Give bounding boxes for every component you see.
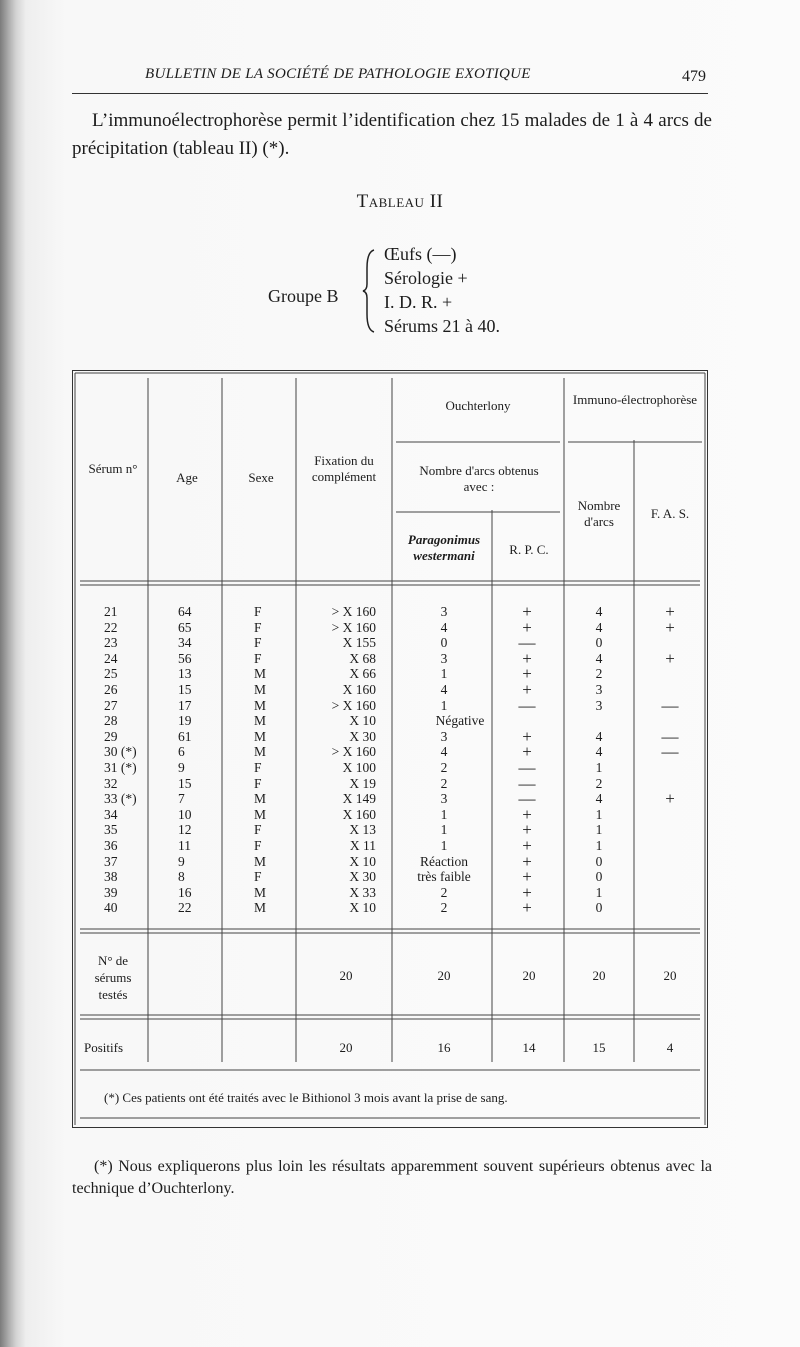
table-cell-arcs: 0 bbox=[595, 869, 603, 885]
table-cell-sexe: F bbox=[254, 822, 262, 838]
table-cell-rpc: + bbox=[522, 664, 532, 684]
table-cell-rpc: + bbox=[522, 835, 532, 855]
table-title-text: Tableau II bbox=[356, 191, 444, 212]
table-cell-arcs: 2 bbox=[595, 666, 603, 682]
summary-tested-fas: 20 bbox=[663, 968, 677, 983]
summary-positive-paragonimus: 16 bbox=[437, 1040, 451, 1055]
table-cell-paragonimus: 3 bbox=[440, 728, 448, 744]
table-cell-paragonimus: 4 bbox=[440, 619, 448, 635]
table-cell-age: 6 bbox=[178, 744, 185, 760]
table-cell-serum: 35 bbox=[104, 822, 118, 838]
header-fixation: Fixation du complément bbox=[311, 453, 377, 484]
table-cell-age: 56 bbox=[178, 650, 192, 666]
table-cell-sexe: F bbox=[254, 775, 262, 791]
group-item-idr: I. D. R. + bbox=[384, 292, 453, 312]
table-cell-rpc: + bbox=[522, 867, 532, 887]
table-cell-paragonimus: 1 bbox=[440, 697, 448, 713]
table-cell-age: 9 bbox=[178, 759, 185, 775]
table-cell-paragonimus: 2 bbox=[440, 900, 448, 916]
column-paragonimus bbox=[396, 604, 492, 916]
table-cell-age: 65 bbox=[178, 619, 192, 635]
table-cell-fas bbox=[636, 760, 704, 776]
table-cell-arcs: 4 bbox=[595, 728, 603, 744]
table-cell-age: 64 bbox=[178, 604, 192, 619]
table-cell-serum: 32 bbox=[104, 775, 118, 791]
table-cell-paragonimus: 3 bbox=[440, 791, 448, 807]
table-cell-rpc: — bbox=[518, 789, 536, 809]
table-cell-fas bbox=[636, 666, 704, 682]
table-cell-rpc: + bbox=[522, 882, 532, 902]
table-cell-sexe: F bbox=[254, 604, 262, 619]
table-cell-fas: — bbox=[661, 742, 679, 762]
table-cell-fas: + bbox=[665, 789, 675, 809]
table-cell-fas bbox=[636, 838, 704, 854]
summary-tested-rpc: 20 bbox=[522, 968, 536, 983]
table-cell-age: 12 bbox=[178, 822, 192, 838]
header-age: Age bbox=[176, 470, 198, 485]
table-cell-fas: + bbox=[665, 602, 675, 621]
group-item-oeufs: Œufs (—) bbox=[384, 244, 457, 264]
column-sexe bbox=[254, 604, 266, 916]
table-cell-paragonimus: 4 bbox=[440, 744, 448, 760]
table-cell-serum: 28 bbox=[104, 713, 118, 729]
table-cell-fixation: X 160 bbox=[342, 681, 376, 697]
group-item-serologie: Sérologie + bbox=[384, 268, 468, 288]
table-cell-arcs: 1 bbox=[595, 822, 603, 838]
table-cell-fas: + bbox=[665, 617, 675, 637]
table-cell-fas bbox=[636, 822, 704, 838]
table-cell-paragonimus: très faible bbox=[417, 869, 471, 885]
table-cell-arcs: 1 bbox=[595, 806, 603, 822]
table-cell-fixation: > X 160 bbox=[331, 619, 376, 635]
summary-tested-fixation: 20 bbox=[339, 968, 353, 983]
header-ouchterlony: Ouchterlony bbox=[445, 398, 511, 413]
table-cell-sexe: M bbox=[254, 697, 267, 713]
table-cell-serum: 21 bbox=[104, 604, 118, 619]
table-cell-sexe: M bbox=[254, 884, 267, 900]
table-cell-fixation: > X 160 bbox=[331, 744, 376, 760]
table-cell-paragonimus: 1 bbox=[440, 666, 448, 682]
table-cell-age: 7 bbox=[178, 791, 185, 807]
table-cell-rpc: — bbox=[518, 633, 536, 653]
table-cell-serum: 26 bbox=[104, 681, 118, 697]
table-cell-fas bbox=[636, 807, 704, 823]
table-cell-serum: 34 bbox=[104, 806, 118, 822]
table-cell-arcs: 4 bbox=[595, 619, 603, 635]
header-rule bbox=[72, 93, 708, 94]
group-label: Groupe B bbox=[268, 286, 339, 306]
table-cell-age: 19 bbox=[178, 713, 192, 729]
summary-tested-arcs: 20 bbox=[592, 968, 606, 983]
table-cell-fixation: X 30 bbox=[349, 728, 376, 744]
summary-positive-fas: 4 bbox=[666, 1040, 674, 1055]
table-cell-age: 8 bbox=[178, 869, 185, 885]
table-cell-sexe: M bbox=[254, 728, 267, 744]
table-cell-arcs: 1 bbox=[595, 837, 603, 853]
table-footnote: (*) Ces patients ont été traités avec le Bithionol 3 mois avant la prise de sang. bbox=[104, 1090, 508, 1105]
table-cell-fixation: X 68 bbox=[349, 650, 376, 666]
summary-positive-label: Positifs bbox=[84, 1040, 124, 1055]
header-nombre-arcs-obtenus: Nombre d'arcs obtenus avec : bbox=[419, 463, 539, 494]
table-cell-age: 10 bbox=[178, 806, 192, 822]
table-cell-rpc: + bbox=[522, 898, 532, 918]
table-cell-age: 17 bbox=[178, 697, 192, 713]
table-cell-arcs: 3 bbox=[595, 681, 603, 697]
table-cell-sexe: F bbox=[254, 837, 262, 853]
table-cell-arcs: 0 bbox=[595, 635, 603, 651]
table-title bbox=[0, 191, 800, 213]
column-fas bbox=[636, 604, 704, 916]
group-brace bbox=[362, 248, 376, 334]
table-cell-serum: 37 bbox=[104, 853, 118, 869]
table-cell-rpc: + bbox=[522, 742, 532, 762]
table-cell-sexe: F bbox=[254, 635, 262, 651]
table-cell-fixation: X 155 bbox=[342, 635, 376, 651]
table-cell-arcs: 1 bbox=[595, 884, 603, 900]
table-cell-sexe: M bbox=[254, 806, 267, 822]
intro-paragraph: L’immunoélectrophorèse permit l’identification chez 15 malades de 1 à 4 arcs de précipitation (tableau II) (*). bbox=[72, 110, 712, 159]
table-cell-paragonimus: 1 bbox=[440, 822, 448, 838]
table-cell-age: 15 bbox=[178, 775, 192, 791]
table-cell-rpc: + bbox=[522, 851, 532, 871]
table-cell-fixation: X 10 bbox=[349, 713, 376, 729]
table-cell-serum: 31 (*) bbox=[104, 759, 137, 775]
group-item-serums: Sérums 21 à 40. bbox=[384, 316, 500, 336]
table-cell-age: 22 bbox=[178, 900, 192, 916]
table-cell-serum: 27 bbox=[104, 697, 118, 713]
table-cell-fas: — bbox=[661, 726, 679, 746]
summary-tested-label: N° de sérums testés bbox=[94, 953, 132, 1002]
table-cell-paragonimus: Réaction bbox=[420, 853, 468, 869]
header-nombre-arcs: Nombre d'arcs bbox=[577, 498, 621, 529]
table-cell-arcs: 2 bbox=[595, 775, 603, 791]
table-cell-arcs: 4 bbox=[595, 650, 603, 666]
table-cell-fixation: X 19 bbox=[349, 775, 376, 791]
table-cell-sexe: F bbox=[254, 869, 262, 885]
table-cell-fixation: > X 160 bbox=[331, 697, 376, 713]
column-age bbox=[178, 604, 192, 916]
table-cell-age: 16 bbox=[178, 884, 192, 900]
table-cell-fixation: X 30 bbox=[349, 869, 376, 885]
summary-positive-rpc: 14 bbox=[522, 1040, 536, 1055]
table-cell-serum: 33 (*) bbox=[104, 791, 137, 807]
table-cell-fas bbox=[636, 869, 704, 885]
table-cell-rpc: — bbox=[518, 773, 536, 793]
table-cell-age: 9 bbox=[178, 853, 185, 869]
table-cell-fas bbox=[636, 900, 704, 916]
table-cell-sexe: M bbox=[254, 791, 267, 807]
table-cell-age: 34 bbox=[178, 635, 192, 651]
header-paragonimus: Paragonimus westermani bbox=[407, 532, 481, 563]
table-cell-age: 61 bbox=[178, 728, 192, 744]
table-cell-serum: 22 bbox=[104, 619, 118, 635]
table-cell-paragonimus: 1 bbox=[440, 837, 448, 853]
table-cell-serum: 36 bbox=[104, 837, 118, 853]
table-cell-fixation: X 66 bbox=[349, 666, 376, 682]
table-cell-arcs: 4 bbox=[595, 744, 603, 760]
table-cell-rpc: + bbox=[522, 726, 532, 746]
table-cell-arcs: 4 bbox=[595, 791, 603, 807]
table-cell-fas bbox=[636, 885, 704, 901]
header-serum: Sérum n° bbox=[88, 461, 138, 476]
page-footnote: (*) Nous expliquerons plus loin les résultats apparemment souvent supérieurs obtenus avec la technique d’Ouchterlony. bbox=[72, 1158, 712, 1197]
table-cell-sexe: M bbox=[254, 900, 267, 916]
table-cell-sexe: F bbox=[254, 650, 262, 666]
header-immuno: Immuno-électrophorèse bbox=[572, 392, 698, 407]
table-cell-paragonimus: 2 bbox=[440, 884, 448, 900]
table-cell-arcs: 0 bbox=[595, 853, 603, 869]
table-cell-age: 15 bbox=[178, 681, 192, 697]
table-cell-fas bbox=[636, 854, 704, 870]
table-cell-serum: 29 bbox=[104, 728, 118, 744]
table-cell-arcs: 3 bbox=[595, 697, 603, 713]
table-cell-paragonimus: 0 bbox=[440, 635, 448, 651]
table-cell-sexe: M bbox=[254, 713, 267, 729]
table-cell-paragonimus: Négative bbox=[435, 713, 485, 729]
table-cell-arcs: 0 bbox=[595, 900, 603, 916]
table-cell-sexe: F bbox=[254, 619, 262, 635]
table-cell-paragonimus: 2 bbox=[440, 759, 448, 775]
table-cell-rpc: + bbox=[522, 679, 532, 699]
table-cell-sexe: M bbox=[254, 666, 267, 682]
table-cell-sexe: M bbox=[254, 853, 267, 869]
table-cell-serum: 30 (*) bbox=[104, 744, 137, 760]
table-cell-serum: 23 bbox=[104, 635, 118, 651]
header-fas: F. A. S. bbox=[650, 506, 690, 521]
table-cell-fixation: X 13 bbox=[349, 822, 376, 838]
summary-positive-fixation: 20 bbox=[339, 1040, 353, 1055]
table-cell-rpc: + bbox=[522, 820, 532, 840]
table-cell-serum: 39 bbox=[104, 884, 118, 900]
table-cell-paragonimus: 1 bbox=[440, 806, 448, 822]
table-cell-paragonimus: 3 bbox=[440, 604, 448, 619]
group-criteria-list bbox=[384, 242, 500, 338]
table-cell-fixation: X 160 bbox=[342, 806, 376, 822]
table-cell-arcs bbox=[566, 713, 632, 729]
table-cell-arcs: 4 bbox=[595, 604, 603, 619]
table-cell-rpc: — bbox=[518, 757, 536, 777]
table-cell-age: 13 bbox=[178, 666, 192, 682]
table-cell-sexe: M bbox=[254, 681, 267, 697]
table-cell-arcs: 1 bbox=[595, 759, 603, 775]
running-head: BULLETIN DE LA SOCIÉTÉ DE PATHOLOGIE EXOTIQUE bbox=[145, 66, 531, 82]
table-cell-serum: 24 bbox=[104, 650, 118, 666]
summary-tested-paragonimus: 20 bbox=[437, 968, 451, 983]
summary-positive-arcs: 15 bbox=[592, 1040, 606, 1055]
table-cell-fixation: X 149 bbox=[342, 791, 376, 807]
table-cell-rpc: + bbox=[522, 804, 532, 824]
table-cell-paragonimus: 2 bbox=[440, 775, 448, 791]
table-cell-serum: 40 bbox=[104, 900, 118, 916]
table-cell-sexe: M bbox=[254, 744, 267, 760]
page-number: 479 bbox=[682, 68, 706, 85]
column-fixation bbox=[300, 604, 390, 916]
table-cell-fixation: X 11 bbox=[349, 837, 376, 853]
table-cell-sexe: F bbox=[254, 759, 262, 775]
table-cell-rpc: — bbox=[518, 695, 536, 715]
table-cell-paragonimus: 4 bbox=[440, 681, 448, 697]
table-cell-age: 11 bbox=[178, 837, 191, 853]
column-nombre-arcs bbox=[566, 604, 632, 916]
table-cell-paragonimus: 3 bbox=[440, 650, 448, 666]
table-cell-fixation: X 10 bbox=[349, 900, 376, 916]
table-cell-fixation: > X 160 bbox=[331, 604, 376, 619]
header-sexe: Sexe bbox=[248, 470, 274, 485]
table-cell-rpc: + bbox=[522, 602, 532, 621]
header-rpc: R. P. C. bbox=[509, 542, 549, 557]
column-serum bbox=[104, 604, 137, 916]
table-cell-fas: + bbox=[665, 648, 675, 668]
table-cell-serum: 38 bbox=[104, 869, 118, 885]
table-cell-rpc: + bbox=[522, 617, 532, 637]
table-cell-fixation: X 100 bbox=[342, 759, 376, 775]
table-cell-fixation: X 33 bbox=[349, 884, 376, 900]
table-cell-fas: — bbox=[661, 695, 679, 715]
table-cell-fixation: X 10 bbox=[349, 853, 376, 869]
table-cell-rpc: + bbox=[522, 648, 532, 668]
table-cell-serum: 25 bbox=[104, 666, 118, 682]
column-rpc bbox=[494, 604, 560, 916]
